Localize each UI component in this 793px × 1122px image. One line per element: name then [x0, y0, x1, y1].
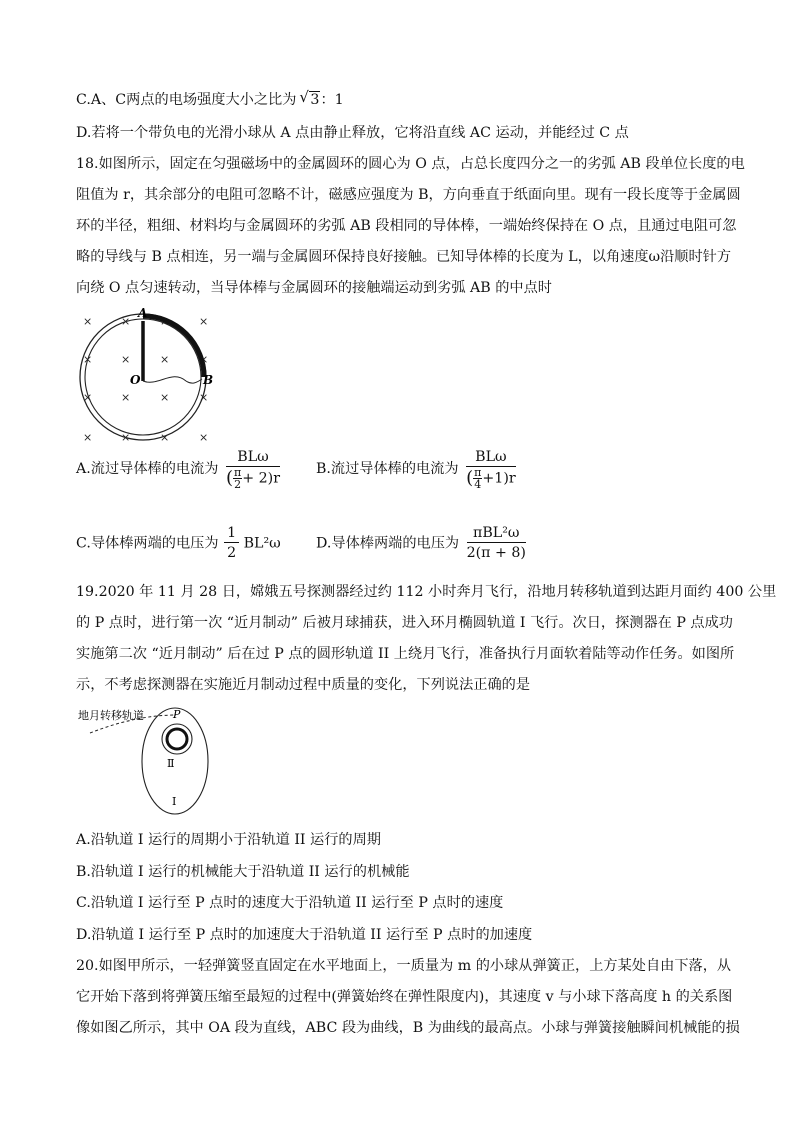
label-orbit-i: I	[172, 795, 177, 808]
q18-stem-line-1: 18.如图所示，固定在匀强磁场中的金属圆环的圆心为 O 点，占总长度四分之一的劣弧 AB 段单位长度的电	[76, 156, 745, 172]
connecting-wire	[143, 377, 202, 383]
field-cross: ×	[160, 391, 170, 404]
q18-option-d	[316, 524, 526, 563]
q20-stem-line-2: 它开始下落到将弹簧压缩至最短的过程中(弹簧始终在弹性限度内)，其速度 v 与小球下落高度 h 的关系图	[76, 989, 733, 1005]
label-o: O	[130, 373, 141, 387]
field-cross: ×	[199, 315, 209, 328]
q18-option-b-text: B.流过导体棒的电流为	[316, 461, 459, 477]
q19-option-c: C.沿轨道 I 运行至 P 点时的速度大于沿轨道 II 运行至 P 点时的速度	[76, 895, 504, 911]
fraction-numerator: 1	[224, 524, 239, 543]
fraction-numerator: πBL²ω	[467, 524, 526, 543]
q19-stem-line-3: 实施第二次 “近月制动” 后在过 P 点的圆形轨道 II 上绕月飞行，准备执行月面软着陆等动作任务。如图所	[76, 646, 735, 662]
pi-symbol: π	[474, 466, 482, 479]
fraction-denominator: 2(π + 8)	[466, 545, 526, 561]
q18-stem-line-3: 环的半径，粗细、材料均与金属圆环的劣弧 AB 段相同的导体棒，一端始终保持在 O 点，且通过电阻可忽	[76, 218, 737, 234]
fraction-denominator-rest: +1)r	[482, 470, 516, 487]
fraction-denominator-rest: + 2)r	[242, 470, 280, 487]
field-cross: ×	[160, 315, 170, 328]
label-orbit-ii: Ⅱ	[167, 757, 175, 770]
q17-option-c	[76, 90, 344, 110]
q18-option-c-expression: BL²ω	[243, 535, 281, 552]
field-cross: ×	[199, 391, 209, 404]
q18-option-a	[76, 448, 280, 490]
sqrt-symbol: √ 3	[299, 88, 320, 108]
q17-option-d: D.若将一个带负电的光滑小球从 A 点由静止释放，它将沿直线 AC 运动，并能经过 C 点	[76, 125, 629, 141]
field-cross: ×	[199, 431, 209, 444]
field-cross: ×	[160, 431, 170, 444]
pi-symbol: π	[234, 466, 242, 479]
q19-option-d: D.沿轨道 I 运行至 P 点时的加速度大于沿轨道 II 运行至 P 点时的加速度	[76, 927, 533, 943]
fraction-denominator: 2	[227, 545, 237, 561]
q18-option-d-fraction	[467, 524, 526, 563]
q20-stem-line-1: 20.如图甲所示，一轻弹簧竖直固定在水平地面上，一质量为 m 的小球从弹簧正，上方某处自由下落，从	[76, 958, 732, 974]
q19-option-b: B.沿轨道 I 运行的机械能大于沿轨道 II 运行的机械能	[76, 864, 410, 880]
field-cross: ×	[121, 391, 131, 404]
field-cross: ×	[121, 315, 131, 328]
field-cross: ×	[121, 431, 131, 444]
q18-option-a-fraction	[226, 448, 280, 490]
q18-stem-line-4: 略的导线与 B 点相连，另一端与金属圆环保持良好接触。已知导体棒的长度为 L，以角速度ω沿顺时针方	[76, 249, 732, 265]
field-cross: ×	[83, 431, 93, 444]
q18-stem-line-2: 阻值为 r，其余部分的电阻可忽略不计，磁感应强度为 B，方向垂直于纸面向里。现有一段长度等于金属圆	[76, 187, 741, 203]
q17-option-c-ratio: ：1	[320, 92, 344, 108]
one-half	[224, 524, 239, 563]
label-a: A	[138, 306, 148, 320]
q18-option-c	[76, 524, 281, 563]
denominator: 2	[234, 478, 242, 491]
pi-over-2	[233, 467, 242, 490]
q19-stem-line-1: 19.2020 年 11 月 28 日，嫦娥五号探测器经过约 112 小时奔月飞行，沿地月转移轨道到达距月面约 400 公里	[76, 584, 777, 600]
q18-option-b-fraction	[466, 448, 516, 490]
q20-stem-line-3: 像如图乙所示，其中 OA 段为直线，ABC 段为曲线，B 为曲线的最高点。小球与弹簧接触瞬间机械能的损	[76, 1020, 740, 1036]
paren: (	[466, 467, 474, 489]
field-cross: ×	[83, 391, 93, 404]
transfer-orbit-label: 地月转移轨道	[78, 709, 144, 722]
q18-magnetic-ring-figure	[72, 305, 222, 450]
field-cross: ×	[121, 353, 131, 366]
field-cross: ×	[199, 353, 209, 366]
q18-option-c-text: C.导体棒两端的电压为	[76, 535, 219, 552]
sqrt-radicand: 3	[310, 92, 320, 108]
q18-option-a-text: A.流过导体棒的电流为	[76, 461, 219, 477]
q19-stem-line-4: 示，不考虑探测器在实施近月制动过程中质量的变化，下列说法正确的是	[76, 677, 531, 693]
field-cross: ×	[83, 353, 93, 366]
resistive-arc-ab	[143, 316, 204, 377]
q18-option-d-text: D.导体棒两端的电压为	[316, 535, 460, 552]
q19-stem-line-2: 的 P 点时，进行第一次 “近月制动” 后被月球捕获，进入环月椭圆轨道 I 飞行。次日，探测器在 P 点成功	[76, 615, 733, 631]
label-b: B	[203, 373, 214, 387]
q18-option-b	[316, 448, 516, 490]
label-p: P	[173, 708, 181, 721]
fraction-numerator: BLω	[226, 448, 280, 467]
fraction-numerator: BLω	[466, 448, 516, 467]
paren: (	[225, 467, 233, 489]
moon	[167, 729, 187, 749]
q18-stem-line-5: 向绕 O 点匀速转动，当导体棒与金属圆环的接触端运动到劣弧 AB 的中点时	[76, 280, 552, 296]
denominator: 4	[474, 478, 482, 491]
q17-option-c-text: C.A、C两点的电场强度大小之比为	[76, 92, 297, 108]
q19-lunar-orbit-figure	[76, 703, 226, 821]
field-cross: ×	[83, 315, 93, 328]
q19-option-a: A.沿轨道 I 运行的周期小于沿轨道 II 运行的周期	[76, 832, 381, 848]
field-cross: ×	[160, 353, 170, 366]
